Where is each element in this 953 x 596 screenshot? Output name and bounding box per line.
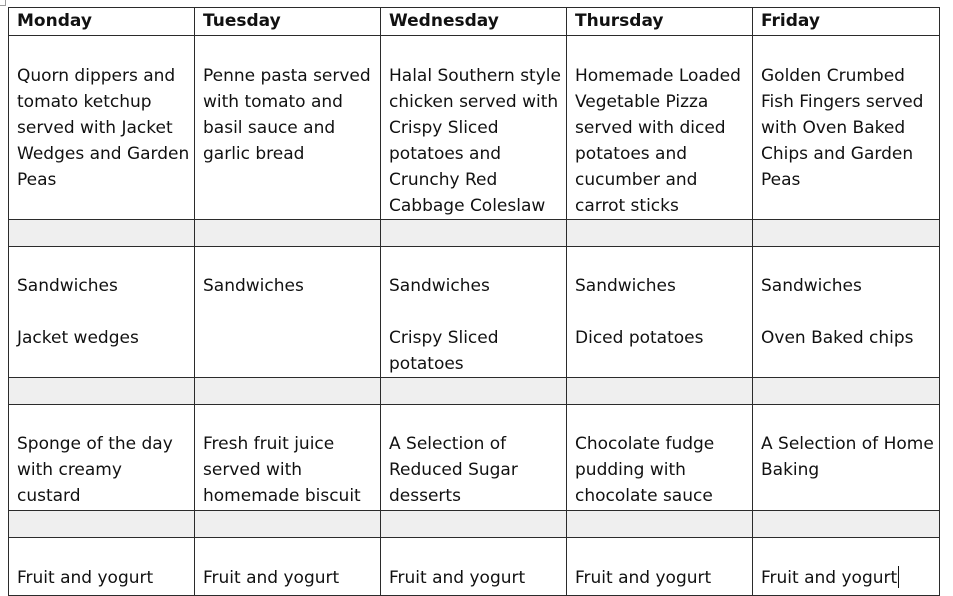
spacer-cell[interactable] xyxy=(753,511,940,538)
alternative-second: Oven Baked chips xyxy=(761,328,914,348)
fruit-thursday[interactable]: Fruit and yogurt xyxy=(567,538,753,596)
spacer-cell[interactable] xyxy=(567,220,753,247)
spacer-cell[interactable] xyxy=(195,220,381,247)
spacer-row xyxy=(9,220,940,247)
alternatives-tuesday[interactable] xyxy=(195,247,381,378)
day-header-tuesday[interactable]: Tuesday xyxy=(195,8,381,36)
fruit-tuesday[interactable]: Fruit and yogurt xyxy=(195,538,381,596)
main-course-friday[interactable]: Golden Crumbed Fish Fingers served with Oven Baked Chips and Garden Peas xyxy=(753,36,940,220)
spacer-row xyxy=(9,378,940,405)
alternative-first: Sandwiches xyxy=(575,276,676,296)
main-course-wednesday[interactable]: Halal Southern style chicken served with Crispy Sliced potatoes and Crunchy Red Cabbage Coleslaw xyxy=(381,36,567,220)
day-header-wednesday[interactable]: Wednesday xyxy=(381,8,567,36)
line-gap xyxy=(389,299,562,325)
main-course-row xyxy=(9,36,940,220)
alternative-second: Diced potatoes xyxy=(575,328,704,348)
spacer-cell[interactable] xyxy=(9,378,195,405)
alternatives-row xyxy=(9,247,940,378)
dessert-friday[interactable]: A Selection of Home Baking xyxy=(753,405,940,511)
alternative-second: Crispy Sliced potatoes xyxy=(389,328,499,374)
line-gap xyxy=(17,299,190,325)
fruit-friday-text: Fruit and yogurt xyxy=(761,568,898,588)
fruit-monday[interactable]: Fruit and yogurt xyxy=(9,538,195,596)
spacer-row xyxy=(9,511,940,538)
alternative-first: Sandwiches xyxy=(17,276,118,296)
text-cursor xyxy=(898,566,899,588)
day-header-thursday[interactable]: Thursday xyxy=(567,8,753,36)
page-corner-marker xyxy=(0,0,6,6)
alternative-first: Sandwiches xyxy=(203,276,304,296)
dessert-monday[interactable]: Sponge of the day with creamy custard xyxy=(9,405,195,511)
alternative-second: Jacket wedges xyxy=(17,328,139,348)
spacer-cell[interactable] xyxy=(9,220,195,247)
weekly-menu-table xyxy=(8,7,940,596)
desserts-row xyxy=(9,405,940,511)
line-gap xyxy=(761,299,935,325)
spacer-cell[interactable] xyxy=(9,511,195,538)
spacer-cell[interactable] xyxy=(195,378,381,405)
dessert-wednesday[interactable]: A Selection of Reduced Sugar desserts xyxy=(381,405,567,511)
alternatives-thursday[interactable] xyxy=(567,247,753,378)
day-header-friday[interactable]: Friday xyxy=(753,8,940,36)
dessert-thursday[interactable]: Chocolate fudge pudding with chocolate sauce xyxy=(567,405,753,511)
alternatives-monday[interactable] xyxy=(9,247,195,378)
alternative-first: Sandwiches xyxy=(761,276,862,296)
main-course-monday[interactable]: Quorn dippers and tomato ketchup served with Jacket Wedges and Garden Peas xyxy=(9,36,195,220)
spacer-cell[interactable] xyxy=(753,220,940,247)
line-gap xyxy=(575,299,748,325)
spacer-cell[interactable] xyxy=(195,511,381,538)
line-gap xyxy=(203,299,376,325)
header-row xyxy=(9,8,940,36)
spacer-cell[interactable] xyxy=(381,220,567,247)
spacer-cell[interactable] xyxy=(381,511,567,538)
main-course-thursday[interactable]: Homemade Loaded Vegetable Pizza served with diced potatoes and cucumber and carrot sticks xyxy=(567,36,753,220)
alternative-first: Sandwiches xyxy=(389,276,490,296)
spacer-cell[interactable] xyxy=(567,511,753,538)
alternatives-friday[interactable] xyxy=(753,247,940,378)
day-header-monday[interactable]: Monday xyxy=(9,8,195,36)
spacer-cell[interactable] xyxy=(381,378,567,405)
alternatives-wednesday[interactable] xyxy=(381,247,567,378)
spacer-cell[interactable] xyxy=(567,378,753,405)
dessert-tuesday[interactable]: Fresh fruit juice served with homemade biscuit xyxy=(195,405,381,511)
main-course-tuesday[interactable]: Penne pasta served with tomato and basil sauce and garlic bread xyxy=(195,36,381,220)
spacer-cell[interactable] xyxy=(753,378,940,405)
fruit-friday[interactable] xyxy=(753,538,940,596)
fruit-wednesday[interactable]: Fruit and yogurt xyxy=(381,538,567,596)
fruit-row xyxy=(9,538,940,596)
